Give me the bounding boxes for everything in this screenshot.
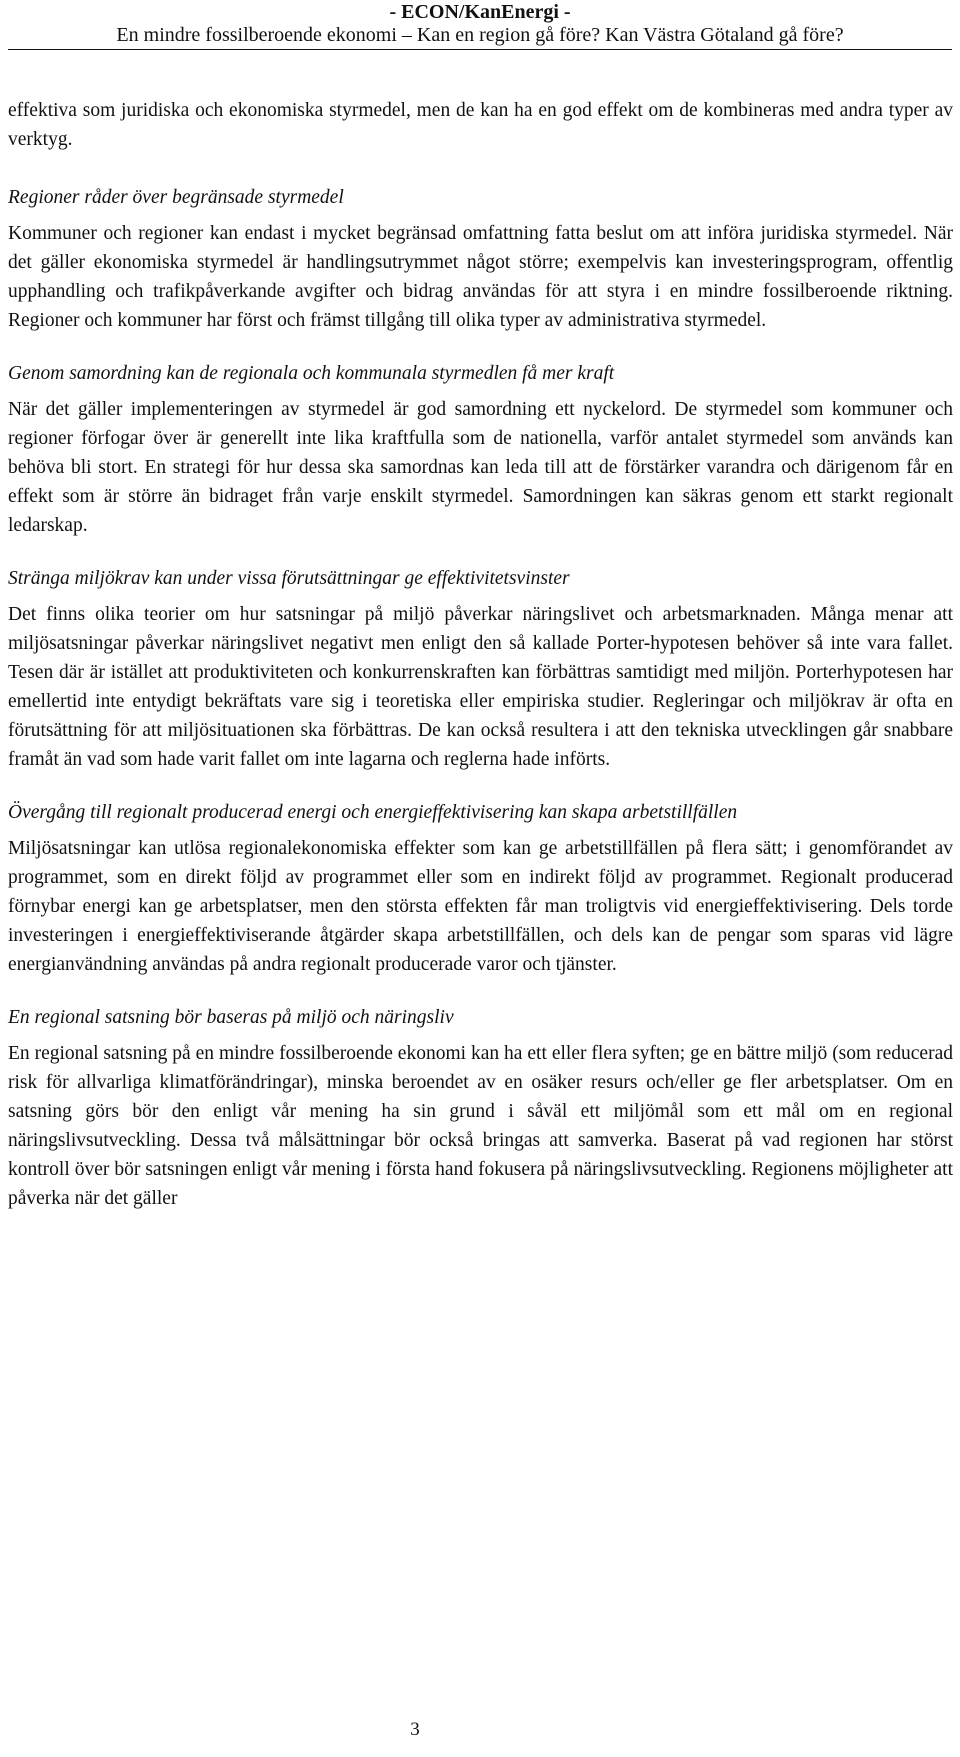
section-text-arbetstillfallen: Miljösatsningar kan utlösa regionalekonomiska effekter som kan ge arbetstillfällen på flera sätt; i genomförandet av programmet, som en direkt följd av programmet eller som en indirekt följd av programmet. Regionalt producerad förnybar energi kan ge arbetsplatser, men den största effekten får man troligtvis vid energieffektivisering. Dels torde investeringen i energieffektiviserande åtgärder skapa arbetstillfällen, och dels kan de pengar som sparas vid lägre energianvändning användas på andra regionalt producerade varor och tjänster. (8, 838, 953, 975)
section-heading-miljokrav: Stränga miljökrav kan under vissa förutsättningar ge effektivitetsvinster (8, 568, 570, 589)
header-title: - ECON/KanEnergi - (389, 1, 571, 23)
section-heading-arbetstillfallen: Övergång till regionalt producerad energi och energieffektivisering kan skapa arbetstillfällen (8, 802, 738, 823)
section-heading-regional-satsning: En regional satsning bör baseras på miljö och näringsliv (8, 1007, 454, 1028)
section-heading-samordning: Genom samordning kan de regionala och kommunala styrmedlen få mer kraft (8, 363, 615, 384)
header-divider (8, 49, 952, 50)
intro-paragraph: effektiva som juridiska och ekonomiska styrmedel, men de kan ha en god effekt om de kombineras med andra typer av verktyg. (8, 100, 953, 150)
page-number: 3 (410, 1719, 420, 1740)
section-text-samordning: När det gäller implementeringen av styrmedel är god samordning ett nyckelord. De styrmedel som kommuner och regioner förfogar över är generellt inte lika kraftfulla som de nationella, varför antalet styrmedel som används kan behöva bli stort. En strategi för hur dessa ska samordnas kan leda till att de förstärker varandra och därigenom får en effekt som är större än bidraget från varje enskilt styrmedel. Samordningen kan säkras genom ett starkt regionalt ledarskap. (8, 399, 953, 536)
section-heading-styrmedel: Regioner råder över begränsade styrmedel (8, 187, 344, 208)
section-text-regional-satsning: En regional satsning på en mindre fossilberoende ekonomi kan ha ett eller flera syften; ge en bättre miljö (som reducerad risk för allvarliga klimatförändringar), minska beroendet av en osäker resurs och/eller ge fler arbetsplatser. Om en satsning görs bör den enligt vår mening ha sin grund i såväl ett miljömål som ett mål om en regional näringslivsutveckling. Dessa två målsättningar bör också bringas att samverka. Baserat på vad regionen har störst kontroll över bör satsningen enligt vår mening i första hand fokusera på näringslivsutveckling. Regionens möjligheter att påverka när det gäller (8, 1043, 953, 1209)
section-text-miljokrav: Det finns olika teorier om hur satsningar på miljö påverkar näringslivet och arbetsmarknaden. Många menar att miljösatsningar påverkar näringslivet negativt men enligt den så kallade Porter-hypotesen behöver så inte vara fallet. Tesen där är istället att produktiviteten och konkurrenskraften kan förbättras samtidigt med miljön. Porterhypotesen har emellertid inte entydigt bekräftats vare sig i teoretiska eller empiriska studier. Regleringar och miljökrav är ofta en förutsättning för att miljösituationen ska förbättras. De kan också resultera i att den tekniska utvecklingen går snabbare framåt än vad som hade varit fallet om inte lagarna och reglerna hade införts. (8, 604, 953, 770)
document-body (8, 96, 953, 1213)
header-subtitle: En mindre fossilberoende ekonomi – Kan en region gå före? Kan Västra Götaland gå före? (116, 24, 844, 46)
section-text-styrmedel: Kommuner och regioner kan endast i mycket begränsad omfattning fatta beslut om att införa juridiska styrmedel. När det gäller ekonomiska styrmedel är handlingsutrymmet något större; exempelvis kan investeringsprogram, offentlig upphandling och trafikpåverkande avgifter och bidrag användas för att styra i en mindre fossilberoende riktning. Regioner och kommuner har först och främst tillgång till olika typer av administrativa styrmedel. (8, 223, 953, 331)
page-header (0, 0, 960, 47)
